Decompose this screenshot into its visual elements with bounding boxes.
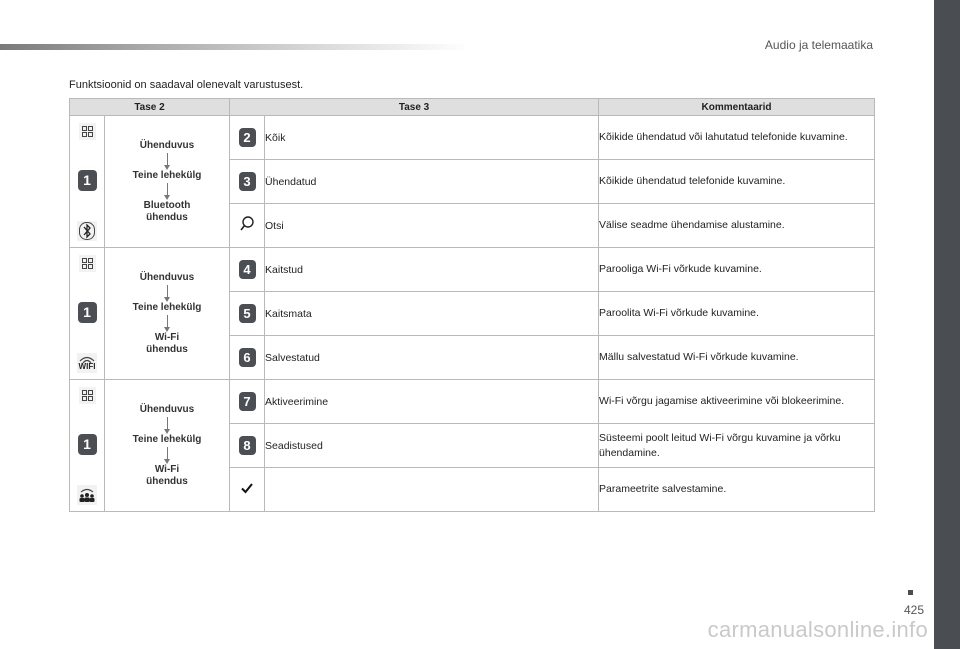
- nav-step: ühendus: [146, 343, 188, 355]
- row-icon-cell: [230, 468, 265, 512]
- down-arrow-icon: [167, 417, 168, 431]
- step-badge: 2: [239, 128, 256, 147]
- down-arrow-icon: [167, 285, 168, 299]
- row-label: [265, 468, 599, 512]
- top-gradient-bar: [0, 44, 470, 50]
- watermark: carmanualsonline.info: [707, 617, 928, 642]
- row-comment: Paroolita Wi-Fi võrkude kuvamine.: [599, 292, 875, 336]
- bluetooth-icon: [77, 221, 97, 241]
- row-comment: Parooliga Wi-Fi võrkude kuvamine.: [599, 248, 875, 292]
- down-arrow-icon: [167, 447, 168, 461]
- group-icons-bluetooth: [70, 116, 105, 248]
- header-tase-2: Tase 2: [70, 99, 230, 116]
- wifi-icon: [77, 353, 97, 373]
- chapter-tab-strip: [934, 0, 960, 649]
- grid-menu-icon: [79, 387, 96, 404]
- settings-table: [69, 98, 875, 512]
- down-arrow-icon: [167, 153, 168, 167]
- nav-step: ühendus: [146, 211, 188, 223]
- row-label: Seadistused: [265, 424, 599, 468]
- row-label: Kaitstud: [265, 248, 599, 292]
- table-row: [70, 116, 875, 160]
- group-nav-wifi: [105, 248, 230, 380]
- row-comment: Parameetrite salvestamine.: [599, 468, 875, 512]
- nav-step: Ühenduvus: [139, 403, 195, 415]
- row-comment: Välise seadme ühendamise alustamine.: [599, 204, 875, 248]
- row-badge-cell: [230, 248, 265, 292]
- row-comment: Wi-Fi võrgu jagamise aktiveerimine või blokeerimine.: [599, 380, 875, 424]
- nav-step: Teine lehekülg: [132, 169, 202, 181]
- group-icons-wifi: [70, 248, 105, 380]
- row-icon-cell: [230, 204, 265, 248]
- step-badge: 8: [239, 436, 256, 455]
- group-nav-bluetooth: [105, 116, 230, 248]
- table-header-row: [70, 99, 875, 116]
- row-label: Kaitsmata: [265, 292, 599, 336]
- row-comment: Mällu salvestatud Wi-Fi võrkude kuvamine.: [599, 336, 875, 380]
- step-badge: 1: [78, 434, 97, 455]
- step-badge: 1: [78, 170, 97, 191]
- nav-step: Bluetooth: [143, 199, 191, 211]
- wifi-icon-label: WIFI: [78, 361, 96, 371]
- header-kommentaarid: Kommentaarid: [599, 99, 875, 116]
- row-label: Salvestatud: [265, 336, 599, 380]
- grid-menu-icon: [79, 255, 96, 272]
- table-row: [70, 248, 875, 292]
- step-badge: 6: [239, 348, 256, 367]
- row-comment: Kõikide ühendatud telefonide kuvamine.: [599, 160, 875, 204]
- intro-text: Funktsioonid on saadaval olenevalt varustusest.: [69, 79, 304, 91]
- row-label: Kõik: [265, 116, 599, 160]
- row-badge-cell: [230, 336, 265, 380]
- group-nav-hotspot: [105, 380, 230, 512]
- table-row: [70, 380, 875, 424]
- step-badge: 5: [239, 304, 256, 323]
- section-title: Audio ja telemaatika: [764, 38, 873, 52]
- row-badge-cell: [230, 424, 265, 468]
- row-label: Aktiveerimine: [265, 380, 599, 424]
- nav-step: Ühenduvus: [139, 271, 195, 283]
- row-label: Ühendatud: [265, 160, 599, 204]
- row-badge-cell: [230, 292, 265, 336]
- row-comment: Süsteemi poolt leitud Wi-Fi võrgu kuvamine ja võrku ühendamine.: [599, 424, 875, 468]
- page-marker: [908, 590, 913, 595]
- down-arrow-icon: [167, 315, 168, 329]
- nav-step: Ühenduvus: [139, 139, 195, 151]
- search-icon: [239, 215, 255, 233]
- grid-menu-icon: [79, 123, 96, 140]
- row-badge-cell: [230, 116, 265, 160]
- nav-step: ühendus: [146, 475, 188, 487]
- row-badge-cell: [230, 160, 265, 204]
- nav-step: Teine lehekülg: [132, 301, 202, 313]
- row-comment: Kõikide ühendatud või lahutatud telefonide kuvamine.: [599, 116, 875, 160]
- step-badge: 4: [239, 260, 256, 279]
- header-tase-3: Tase 3: [230, 99, 599, 116]
- hotspot-users-icon: [77, 485, 97, 505]
- step-badge: 1: [78, 302, 97, 323]
- step-badge: 3: [239, 172, 256, 191]
- nav-step: Wi-Fi: [154, 331, 180, 343]
- nav-step: Wi-Fi: [154, 463, 180, 475]
- row-badge-cell: [230, 380, 265, 424]
- checkmark-icon: [241, 482, 253, 494]
- group-icons-hotspot: [70, 380, 105, 512]
- row-label: Otsi: [265, 204, 599, 248]
- page-number: 425: [903, 603, 924, 617]
- down-arrow-icon: [167, 183, 168, 197]
- nav-step: Teine lehekülg: [132, 433, 202, 445]
- step-badge: 7: [239, 392, 256, 411]
